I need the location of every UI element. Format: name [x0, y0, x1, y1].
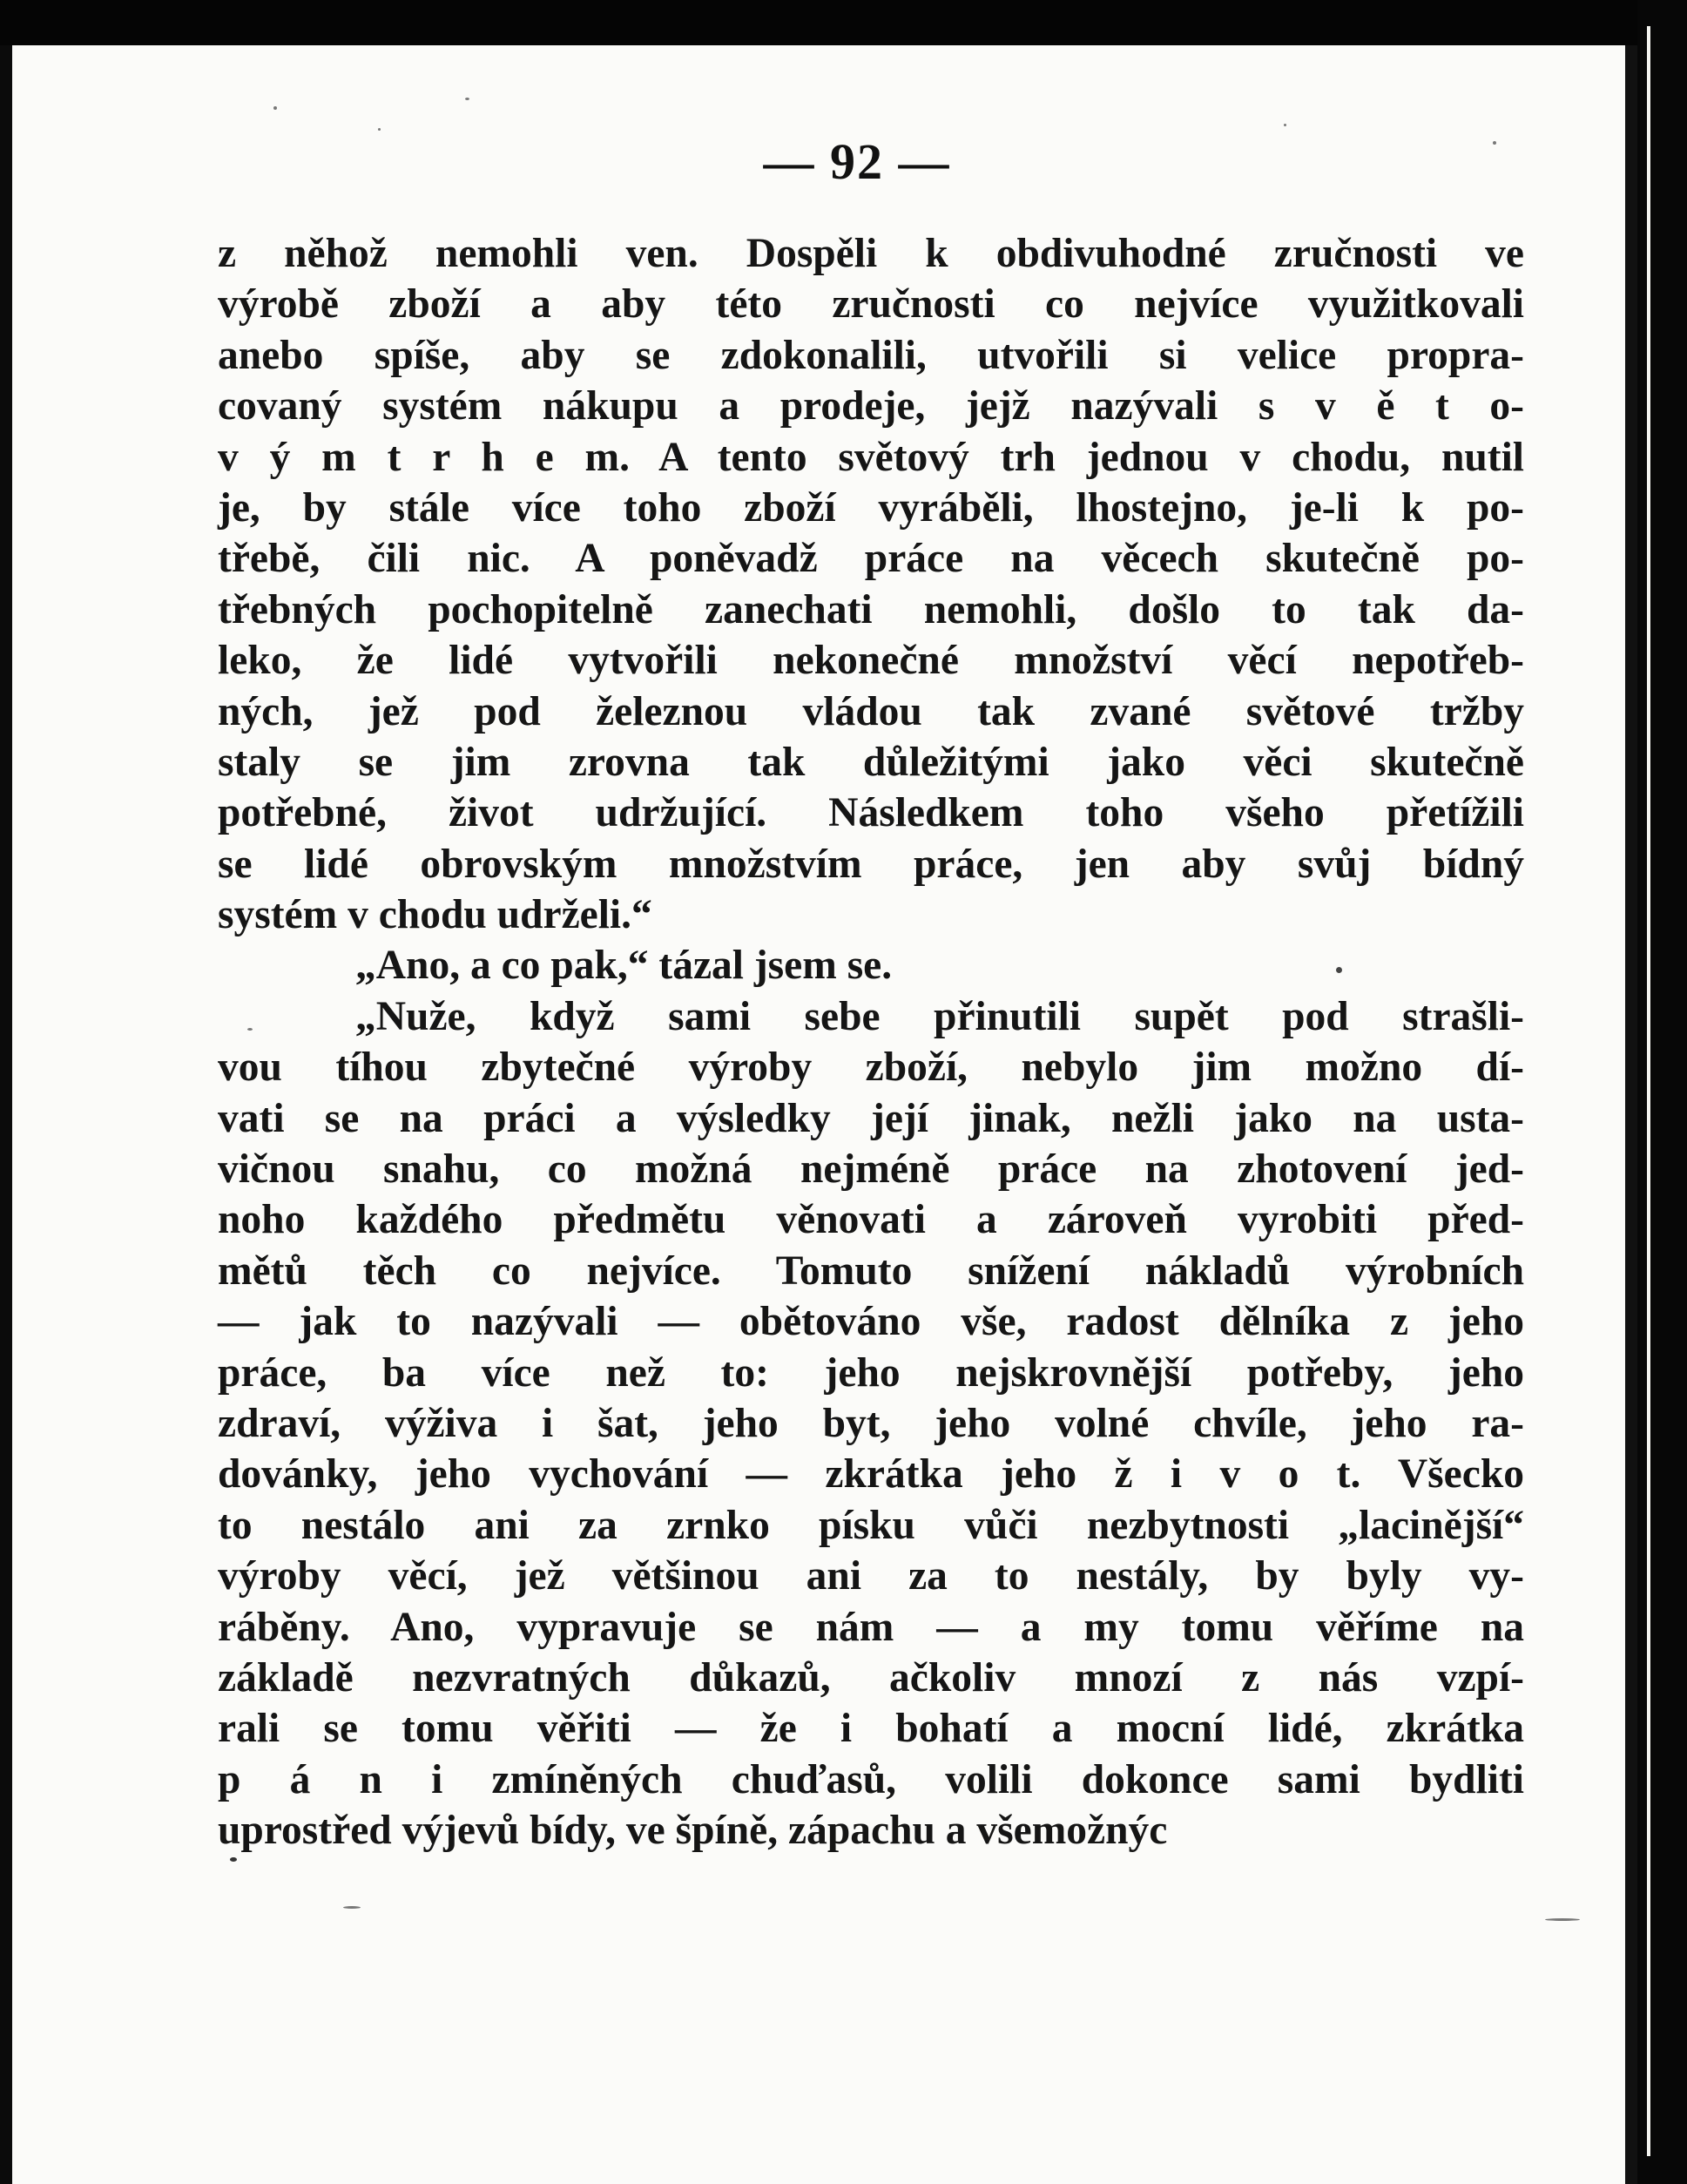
scan-speck: [247, 1028, 253, 1031]
scan-right-edge: [1637, 0, 1687, 2184]
page-number: — 92 —: [763, 133, 951, 190]
text-line: zdraví, výživa i šat, jeho byt, jeho volné chvíle, jeho ra-: [218, 1400, 1524, 1446]
text-line: covaný systém nákupu a prodeje, jejž nazývali s v ě t o-: [218, 383, 1524, 429]
text-line: z něhož nemohli ven. Dospěli k obdivuhodné zručnosti ve: [218, 231, 1524, 276]
scan-binding-line: [1647, 26, 1650, 2156]
text-line: uprostřed výjevů bídy, ve špíně, zápachu a všemožnýc: [218, 1808, 1168, 1854]
text-line: vati se na práci a výsledky její jinak, nežli jako na usta-: [218, 1095, 1524, 1141]
text-line: rali se tomu věřiti — že i bohatí a mocní lidé, zkrátka: [218, 1706, 1524, 1752]
text-line: je, by stále více toho zboží vyráběli, lhostejno, je-li k po-: [218, 484, 1524, 531]
text-line: základě nezvratných důkazů, ačkoliv mnozí z nás vzpí-: [218, 1654, 1524, 1701]
text-line: systém v chodu udrželi.“: [218, 892, 652, 938]
text-line: práce, ba více než to: jeho nejskrovnější potřeby, jeho: [218, 1349, 1524, 1396]
text-line: třebných pochopitelně zanechati nemohli, došlo to tak da-: [218, 586, 1524, 632]
text-line: v ý m t r h e m. A tento světový trh jednou v chodu, nutil: [218, 434, 1524, 480]
text-line: ráběny. Ano, vypravuje se nám — a my tomu věříme na: [218, 1604, 1524, 1650]
text-line: dovánky, jeho vychování — zkrátka jeho ž i v o t. Všecko: [218, 1451, 1524, 1498]
scan-speck: [273, 106, 277, 110]
text-line: leko, že lidé vytvořili nekonečné množství věcí nepotřeb-: [218, 638, 1524, 684]
text-line: se lidé obrovským množstvím práce, jen aby svůj bídný: [218, 841, 1524, 887]
text-line: „Ano, a co pak,“ tázal jsem se.: [355, 943, 893, 989]
text-line: potřebné, život udržující. Následkem toho všeho přetížili: [218, 790, 1524, 836]
book-page: [0, 45, 1625, 2184]
text-line: ných, jež pod železnou vládou tak zvané světové tržby: [218, 688, 1524, 734]
scan-speck: [343, 1906, 361, 1909]
text-line: výroby věcí, jež většinou ani za to nestály, by byly vy-: [218, 1553, 1524, 1599]
scan-speck: [1545, 1918, 1580, 1921]
text-line: noho každého předmětu věnovati a zároveň vyrobiti před-: [218, 1197, 1524, 1243]
text-line: — jak to nazývali — obětováno vše, radost dělníka z jeho: [218, 1299, 1524, 1345]
scan-speck: [378, 128, 381, 131]
text-line: vou tíhou zbytečné výroby zboží, nebylo jim možno dí-: [218, 1045, 1524, 1091]
scan-speck: [1336, 967, 1342, 973]
text-line: „Nuže, když sami sebe přinutili supět pod strašli-: [355, 993, 1524, 1039]
body-text: [218, 228, 1524, 1856]
scan-speck: [1284, 124, 1286, 126]
text-line: to nestálo ani za zrnko písku vůči nezbytnosti „lacinější“: [218, 1502, 1524, 1548]
scan-speck: [465, 98, 469, 100]
scan-speck: [230, 1857, 237, 1862]
text-line: anebo spíše, aby se zdokonalili, utvořili si velice propra-: [218, 332, 1524, 378]
text-line: vičnou snahu, co možná nejméně práce na zhotovení jed-: [218, 1146, 1524, 1193]
scan-top-edge: [0, 0, 1687, 45]
scan-speck: [1493, 141, 1496, 145]
text-line: p á n i zmíněných chuďasů, volili dokonce sami bydliti: [218, 1756, 1524, 1802]
text-line: výrobě zboží a aby této zručnosti co nejvíce využitkovali: [218, 281, 1524, 328]
text-line: mětů těch co nejvíce. Tomuto snížení nákladů výrobních: [218, 1248, 1524, 1294]
text-line: třebě, čili nic. A poněvadž práce na věcech skutečně po-: [218, 536, 1524, 582]
text-line: staly se jim zrovna tak důležitými jako věci skutečně: [218, 739, 1524, 785]
